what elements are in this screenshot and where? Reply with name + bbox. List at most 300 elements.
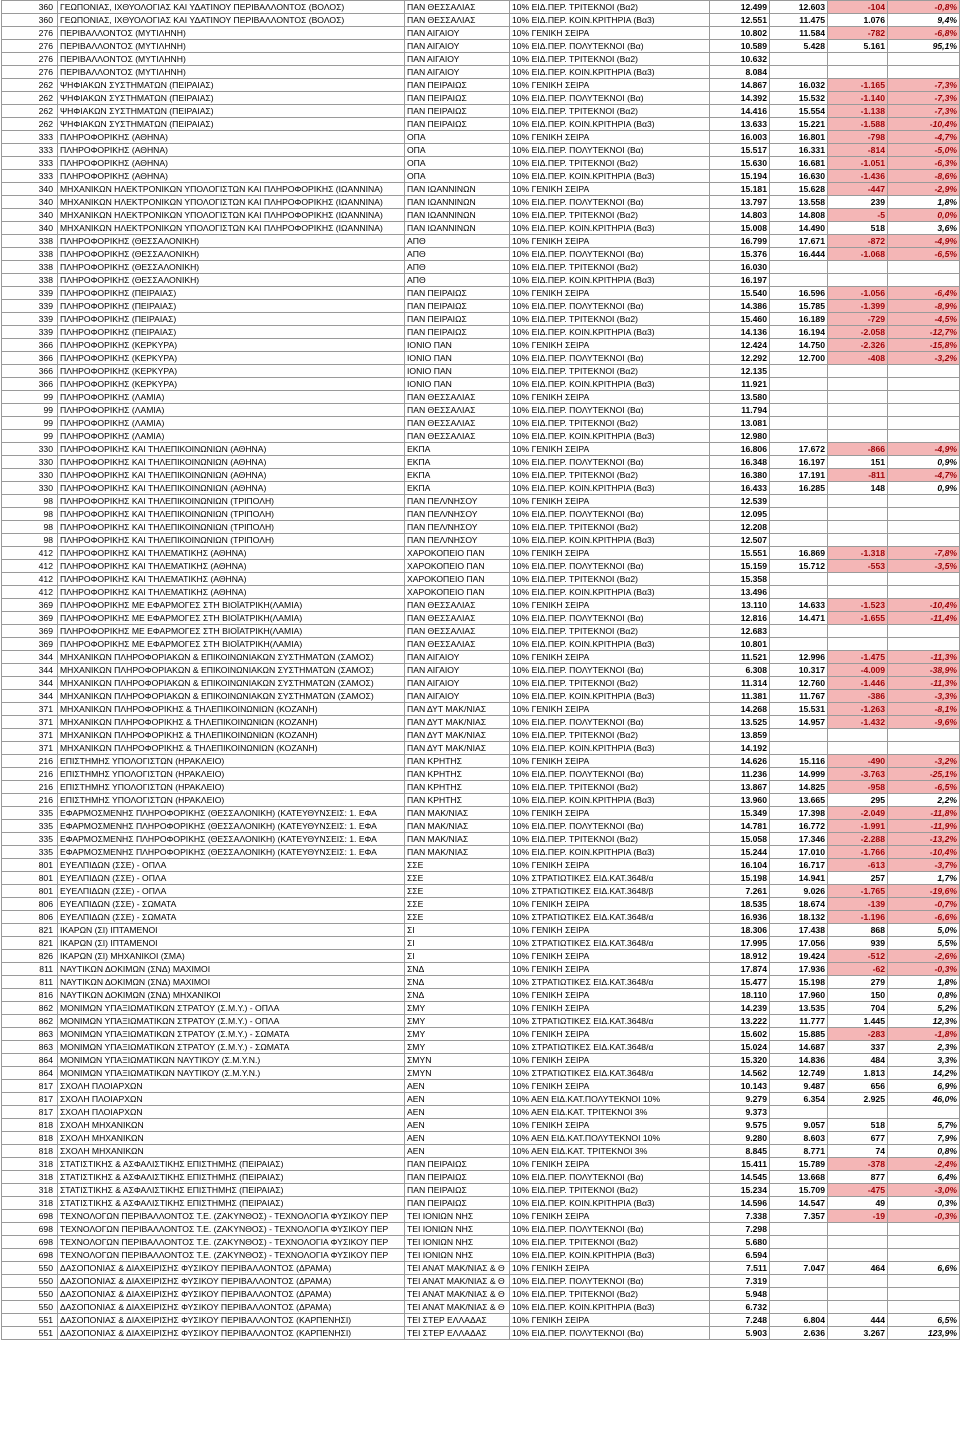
score-previous: 11.767 — [770, 690, 828, 703]
institution: ΤΕΙ ΙΟΝΙΩΝ ΝΗΣ — [405, 1223, 510, 1236]
score-difference: -5 — [828, 209, 888, 222]
score-difference: -613 — [828, 859, 888, 872]
category: 10% ΕΙΔ.ΠΕΡ. ΠΟΛΥΤΕΚΝΟΙ (Βα) — [510, 300, 710, 313]
category: 10% ΕΙΔ.ΠΕΡ. ΠΟΛΥΤΕΚΝΟΙ (Βα) — [510, 352, 710, 365]
score-previous: 16.717 — [770, 859, 828, 872]
score-previous: 14.957 — [770, 716, 828, 729]
institution: ΣΝΔ — [405, 989, 510, 1002]
dept-name: ΕΥΕΛΠΙΔΩΝ (ΣΣΕ) - ΟΠΛΑ — [58, 872, 405, 885]
score-previous — [770, 66, 828, 79]
score-previous: 16.596 — [770, 287, 828, 300]
score-current: 14.545 — [710, 1171, 770, 1184]
score-change-percent: -6,5% — [888, 248, 960, 261]
category: 10% ΕΙΔ.ΠΕΡ. ΠΟΛΥΤΕΚΝΟΙ (Βα) — [510, 404, 710, 417]
table-row — [2, 976, 960, 989]
institution: ΠΑΝ ΑΙΓΑΙΟΥ — [405, 677, 510, 690]
institution: ΠΑΝ ΠΕΙΡΑΙΩΣ — [405, 105, 510, 118]
score-previous: 13.668 — [770, 1171, 828, 1184]
institution: ΠΑΝ ΘΕΣΣΑΛΙΑΣ — [405, 391, 510, 404]
table-row — [2, 248, 960, 261]
category: 10% ΕΙΔ.ΠΕΡ. ΚΟΙΝ.ΚΡΙΤΗΡΙΑ (Βα3) — [510, 118, 710, 131]
dept-name: ΠΕΡΙΒΑΛΛΟΝΤΟΣ (ΜΥΤΙΛΗΝΗ) — [58, 40, 405, 53]
score-current: 7.298 — [710, 1223, 770, 1236]
dept-name: ΜΟΝΙΜΩΝ ΥΠΑΞΙΩΜΑΤΙΚΩΝ ΣΤΡΑΤΟΥ (Σ.Μ.Υ.) - ΟΠΛΑ — [58, 1015, 405, 1028]
institution: ΙΟΝΙΟ ΠΑΝ — [405, 378, 510, 391]
score-previous: 14.547 — [770, 1197, 828, 1210]
score-previous: 15.712 — [770, 560, 828, 573]
score-previous: 7.357 — [770, 1210, 828, 1223]
category: 10% ΕΙΔ.ΠΕΡ. ΤΡΙΤΕΚΝΟΙ (Βα2) — [510, 105, 710, 118]
score-previous — [770, 404, 828, 417]
category: 10% ΕΙΔ.ΠΕΡ. ΤΡΙΤΕΚΝΟΙ (Βα2) — [510, 1236, 710, 1249]
category: 10% ΕΙΔ.ΠΕΡ. ΠΟΛΥΤΕΚΝΟΙ (Βα) — [510, 612, 710, 625]
dept-code: 412 — [2, 573, 58, 586]
table-row — [2, 768, 960, 781]
table-row — [2, 326, 960, 339]
score-current: 9.280 — [710, 1132, 770, 1145]
institution: ΣΣΕ — [405, 898, 510, 911]
score-difference: -872 — [828, 235, 888, 248]
table-row — [2, 1002, 960, 1015]
score-difference: 151 — [828, 456, 888, 469]
dept-code: 366 — [2, 339, 58, 352]
score-change-percent — [888, 1223, 960, 1236]
dept-code: 412 — [2, 586, 58, 599]
dept-code: 366 — [2, 365, 58, 378]
table-row — [2, 92, 960, 105]
category: 10% ΕΙΔ.ΠΕΡ. ΚΟΙΝ.ΚΡΙΤΗΡΙΑ (Βα3) — [510, 170, 710, 183]
category: 10% ΣΤΡΑΤΙΩΤΙΚΕΣ ΕΙΔ.ΚΑΤ.3648/α — [510, 1015, 710, 1028]
category: 10% ΓΕΝΙΚΗ ΣΕΙΡΑ — [510, 339, 710, 352]
score-difference: -1.523 — [828, 599, 888, 612]
dept-name: ΠΛΗΡΟΦΟΡΙΚΗΣ ΚΑΙ ΤΗΛΕΜΑΤΙΚΗΣ (ΑΘΗΝΑ) — [58, 573, 405, 586]
dept-name: ΜΗΧΑΝΙΚΩΝ ΠΛΗΡΟΦΟΡΙΚΗΣ & ΤΗΛΕΠΙΚΟΙΝΩΝΙΩΝ (ΚΟΖΑΝΗ) — [58, 742, 405, 755]
institution: ΑΕΝ — [405, 1093, 510, 1106]
dept-code: 550 — [2, 1275, 58, 1288]
category: 10% ΕΙΔ.ΠΕΡ. ΤΡΙΤΕΚΝΟΙ (Βα2) — [510, 261, 710, 274]
score-difference: 484 — [828, 1054, 888, 1067]
score-previous: 16.032 — [770, 79, 828, 92]
institution: ΠΑΝ ΠΕΙΡΑΙΩΣ — [405, 79, 510, 92]
table-row — [2, 430, 960, 443]
score-change-percent — [888, 625, 960, 638]
category: 10% ΓΕΝΙΚΗ ΣΕΙΡΑ — [510, 1158, 710, 1171]
institution: ΠΑΝ ΘΕΣΣΑΛΙΑΣ — [405, 1, 510, 14]
score-difference: -811 — [828, 469, 888, 482]
score-previous: 12.603 — [770, 1, 828, 14]
score-previous — [770, 378, 828, 391]
score-difference: 148 — [828, 482, 888, 495]
dept-code: 262 — [2, 79, 58, 92]
table-row — [2, 1197, 960, 1210]
dept-name: ΜΟΝΙΜΩΝ ΥΠΑΞΙΩΜΑΤΙΚΩΝ ΝΑΥΤΙΚΟΥ (Σ.Μ.Υ.Ν.) — [58, 1054, 405, 1067]
category: 10% ΓΕΝΙΚΗ ΣΕΙΡΑ — [510, 924, 710, 937]
score-previous: 15.532 — [770, 92, 828, 105]
score-previous: 15.221 — [770, 118, 828, 131]
score-current: 16.936 — [710, 911, 770, 924]
dept-name: ΠΛΗΡΟΦΟΡΙΚΗΣ ΜΕ ΕΦΑΡΜΟΓΕΣ ΣΤΗ ΒΙΟΪΑΤΡΙΚΗ(ΛΑΜΙΑ) — [58, 638, 405, 651]
score-previous: 16.681 — [770, 157, 828, 170]
score-previous: 14.808 — [770, 209, 828, 222]
score-change-percent: 123,9% — [888, 1327, 960, 1340]
score-current: 16.433 — [710, 482, 770, 495]
dept-code: 864 — [2, 1054, 58, 1067]
score-difference: -782 — [828, 27, 888, 40]
score-change-percent — [888, 1236, 960, 1249]
score-change-percent: 1,8% — [888, 976, 960, 989]
dept-name: ΓΕΩΠΟΝΙΑΣ, ΙΧΘΥΟΛΟΓΙΑΣ ΚΑΙ ΥΔΑΤΙΝΟΥ ΠΕΡΙΒΑΛΛΟΝΤΟΣ (ΒΟΛΟΣ) — [58, 1, 405, 14]
dept-code: 412 — [2, 547, 58, 560]
score-current: 10.143 — [710, 1080, 770, 1093]
score-difference: -866 — [828, 443, 888, 456]
institution: ΠΑΝ ΑΙΓΑΙΟΥ — [405, 664, 510, 677]
score-difference: 877 — [828, 1171, 888, 1184]
dept-name: ΠΛΗΡΟΦΟΡΙΚΗΣ (ΠΕΙΡΑΙΑΣ) — [58, 287, 405, 300]
score-difference: -729 — [828, 313, 888, 326]
dept-name: ΣΤΑΤΙΣΤΙΚΗΣ & ΑΣΦΑΛΙΣΤΙΚΗΣ ΕΠΙΣΤΗΜΗΣ (ΠΕΙΡΑΙΑΣ) — [58, 1184, 405, 1197]
category: 10% ΑΕΝ ΕΙΔ.ΚΑΤ.ΠΟΛΥΤΕΚΝΟΙ 10% — [510, 1132, 710, 1145]
score-current: 16.806 — [710, 443, 770, 456]
table-row — [2, 313, 960, 326]
score-difference: -1.432 — [828, 716, 888, 729]
score-current: 17.874 — [710, 963, 770, 976]
score-current: 7.511 — [710, 1262, 770, 1275]
dept-code: 864 — [2, 1067, 58, 1080]
dept-code: 806 — [2, 911, 58, 924]
table-row — [2, 1041, 960, 1054]
score-difference: -2.058 — [828, 326, 888, 339]
score-previous — [770, 53, 828, 66]
dept-code: 698 — [2, 1236, 58, 1249]
category: 10% ΓΕΝΙΚΗ ΣΕΙΡΑ — [510, 651, 710, 664]
dept-code: 338 — [2, 274, 58, 287]
dept-name: ΠΛΗΡΟΦΟΡΙΚΗΣ (ΘΕΣΣΑΛΟΝΙΚΗ) — [58, 248, 405, 261]
score-current: 15.477 — [710, 976, 770, 989]
institution: ΟΠΑ — [405, 131, 510, 144]
category: 10% ΕΙΔ.ΠΕΡ. ΠΟΛΥΤΕΚΝΟΙ (Βα) — [510, 456, 710, 469]
category: 10% ΕΙΔ.ΠΕΡ. ΤΡΙΤΕΚΝΟΙ (Βα2) — [510, 833, 710, 846]
dept-code: 99 — [2, 404, 58, 417]
score-change-percent: -7,3% — [888, 105, 960, 118]
score-change-percent — [888, 53, 960, 66]
score-change-percent — [888, 521, 960, 534]
dept-code: 318 — [2, 1184, 58, 1197]
institution: ΣΙ — [405, 924, 510, 937]
dept-code: 371 — [2, 742, 58, 755]
score-difference — [828, 1249, 888, 1262]
dept-code: 863 — [2, 1041, 58, 1054]
category: 10% ΕΙΔ.ΠΕΡ. ΚΟΙΝ.ΚΡΙΤΗΡΙΑ (Βα3) — [510, 1301, 710, 1314]
dept-name: ΔΑΣΟΠΟΝΙΑΣ & ΔΙΑΧΕΙΡΙΣΗΣ ΦΥΣΙΚΟΥ ΠΕΡΙΒΑΛΛΟΝΤΟΣ (ΔΡΑΜΑ) — [58, 1275, 405, 1288]
institution: ΧΑΡΟΚΟΠΕΙΟ ΠΑΝ — [405, 547, 510, 560]
score-difference — [828, 625, 888, 638]
dept-code: 821 — [2, 924, 58, 937]
table-row — [2, 612, 960, 625]
score-change-percent: -2,6% — [888, 950, 960, 963]
institution: ΠΑΝ ΜΑΚ/ΝΙΑΣ — [405, 807, 510, 820]
category: 10% ΕΙΔ.ΠΕΡ. ΤΡΙΤΕΚΝΟΙ (Βα2) — [510, 469, 710, 482]
score-previous: 16.772 — [770, 820, 828, 833]
category: 10% ΕΙΔ.ΠΕΡ. ΠΟΛΥΤΕΚΝΟΙ (Βα) — [510, 92, 710, 105]
dept-name: ΔΑΣΟΠΟΝΙΑΣ & ΔΙΑΧΕΙΡΙΣΗΣ ΦΥΣΙΚΟΥ ΠΕΡΙΒΑΛΛΟΝΤΟΣ (ΚΑΡΠΕΝΗΣΙ) — [58, 1327, 405, 1340]
score-difference — [828, 365, 888, 378]
score-current: 12.816 — [710, 612, 770, 625]
category: 10% ΕΙΔ.ΠΕΡ. ΚΟΙΝ.ΚΡΙΤΗΡΙΑ (Βα3) — [510, 66, 710, 79]
dept-name: ΠΛΗΡΟΦΟΡΙΚΗΣ (ΑΘΗΝΑ) — [58, 170, 405, 183]
score-current: 13.580 — [710, 391, 770, 404]
institution: ΣΜΥ — [405, 1041, 510, 1054]
score-difference: 2.925 — [828, 1093, 888, 1106]
score-current: 13.110 — [710, 599, 770, 612]
score-current: 14.239 — [710, 1002, 770, 1015]
dept-name: ΕΥΕΛΠΙΔΩΝ (ΣΣΕ) - ΟΠΛΑ — [58, 859, 405, 872]
category: 10% ΕΙΔ.ΠΕΡ. ΠΟΛΥΤΕΚΝΟΙ (Βα) — [510, 1223, 710, 1236]
dept-name: ΜΟΝΙΜΩΝ ΥΠΑΞΙΩΜΑΤΙΚΩΝ ΣΤΡΑΤΟΥ (Σ.Μ.Υ.) - ΣΩΜΑΤΑ — [58, 1028, 405, 1041]
dept-code: 330 — [2, 443, 58, 456]
score-difference: -62 — [828, 963, 888, 976]
category: 10% ΕΙΔ.ΠΕΡ. ΠΟΛΥΤΕΚΝΟΙ (Βα) — [510, 1171, 710, 1184]
dept-code: 550 — [2, 1301, 58, 1314]
dept-name: ΠΛΗΡΟΦΟΡΙΚΗΣ (ΛΑΜΙΑ) — [58, 430, 405, 443]
category: 10% ΕΙΔ.ΠΕΡ. ΤΡΙΤΕΚΝΟΙ (Βα2) — [510, 53, 710, 66]
dept-name: ΜΗΧΑΝΙΚΩΝ ΗΛΕΚΤΡΟΝΙΚΩΝ ΥΠΟΛΟΓΙΣΤΩΝ ΚΑΙ ΠΛΗΡΟΦΟΡΙΚΗΣ (ΙΩΑΝΝΙΝΑ) — [58, 196, 405, 209]
dept-name: ΕΦΑΡΜΟΣΜΕΝΗΣ ΠΛΗΡΟΦΟΡΙΚΗΣ (ΘΕΣΣΑΛΟΝΙΚΗ) (ΚΑΤΕΥΘΥΝΣΕΙΣ: 1. ΕΦΑ — [58, 807, 405, 820]
score-previous: 17.056 — [770, 937, 828, 950]
score-previous: 9.487 — [770, 1080, 828, 1093]
institution: ΣΜΥ — [405, 1002, 510, 1015]
score-previous: 14.750 — [770, 339, 828, 352]
institution: ΠΑΝ ΘΕΣΣΑΛΙΑΣ — [405, 625, 510, 638]
dept-name: ΠΛΗΡΟΦΟΡΙΚΗΣ ΚΑΙ ΤΗΛΕΠΙΚΟΙΝΩΝΙΩΝ (ΤΡΙΠΟΛΗ) — [58, 508, 405, 521]
institution: ΠΑΝ ΔΥΤ ΜΑΚ/ΝΙΑΣ — [405, 716, 510, 729]
institution: ΠΑΝ ΠΕΙΡΑΙΩΣ — [405, 1158, 510, 1171]
institution: ΠΑΝ ΠΕΙΡΑΙΩΣ — [405, 1171, 510, 1184]
dept-code: 276 — [2, 66, 58, 79]
institution: ΑΕΝ — [405, 1119, 510, 1132]
institution: ΙΟΝΙΟ ΠΑΝ — [405, 339, 510, 352]
dept-code: 335 — [2, 807, 58, 820]
dept-code: 811 — [2, 963, 58, 976]
category: 10% ΕΙΔ.ΠΕΡ. ΤΡΙΤΕΚΝΟΙ (Βα2) — [510, 313, 710, 326]
institution: ΤΕΙ ΑΝΑΤ ΜΑΚ/ΝΙΑΣ & Θ — [405, 1288, 510, 1301]
category: 10% ΕΙΔ.ΠΕΡ. ΤΡΙΤΕΚΝΟΙ (Βα2) — [510, 1184, 710, 1197]
institution: ΕΚΠΑ — [405, 456, 510, 469]
score-change-percent: -25,1% — [888, 768, 960, 781]
score-current: 14.136 — [710, 326, 770, 339]
dept-name: ΜΗΧΑΝΙΚΩΝ ΠΛΗΡΟΦΟΡΙΚΗΣ & ΤΗΛΕΠΙΚΟΙΝΩΝΙΩΝ (ΚΟΖΑΝΗ) — [58, 703, 405, 716]
score-change-percent: -0,3% — [888, 963, 960, 976]
score-current: 6.594 — [710, 1249, 770, 1262]
score-change-percent: 6,6% — [888, 1262, 960, 1275]
score-difference — [828, 534, 888, 547]
score-previous: 16.331 — [770, 144, 828, 157]
score-current: 15.517 — [710, 144, 770, 157]
score-current: 15.244 — [710, 846, 770, 859]
institution: ΠΑΝ ΔΥΤ ΜΑΚ/ΝΙΑΣ — [405, 703, 510, 716]
dept-code: 98 — [2, 508, 58, 521]
score-current: 5.948 — [710, 1288, 770, 1301]
category: 10% ΑΕΝ ΕΙΔ.ΚΑΤ.ΠΟΛΥΤΕΚΝΟΙ 10% — [510, 1093, 710, 1106]
dept-code: 216 — [2, 794, 58, 807]
dept-code: 333 — [2, 131, 58, 144]
table-row — [2, 105, 960, 118]
dept-code: 811 — [2, 976, 58, 989]
score-change-percent: -11,9% — [888, 820, 960, 833]
score-change-percent: -7,8% — [888, 547, 960, 560]
score-current: 15.181 — [710, 183, 770, 196]
category: 10% ΕΙΔ.ΠΕΡ. ΤΡΙΤΕΚΝΟΙ (Βα2) — [510, 729, 710, 742]
score-current: 11.921 — [710, 378, 770, 391]
table-row — [2, 300, 960, 313]
category: 10% ΕΙΔ.ΠΕΡ. ΚΟΙΝ.ΚΡΙΤΗΡΙΑ (Βα3) — [510, 690, 710, 703]
score-current: 15.008 — [710, 222, 770, 235]
score-difference: 1.445 — [828, 1015, 888, 1028]
institution: ΣΣΕ — [405, 911, 510, 924]
score-current: 15.234 — [710, 1184, 770, 1197]
score-difference — [828, 742, 888, 755]
score-change-percent: -8,9% — [888, 300, 960, 313]
score-previous: 13.558 — [770, 196, 828, 209]
table-row — [2, 170, 960, 183]
institution: ΠΑΝ ΜΑΚ/ΝΙΑΣ — [405, 833, 510, 846]
dept-name: ΜΟΝΙΜΩΝ ΥΠΑΞΙΩΜΑΤΙΚΩΝ ΣΤΡΑΤΟΥ (Σ.Μ.Υ.) - ΟΠΛΑ — [58, 1002, 405, 1015]
score-change-percent — [888, 430, 960, 443]
score-change-percent — [888, 534, 960, 547]
score-current: 14.386 — [710, 300, 770, 313]
table-row — [2, 716, 960, 729]
institution: ΣΙ — [405, 937, 510, 950]
institution: ΑΠΘ — [405, 274, 510, 287]
institution: ΣΜΥ — [405, 1015, 510, 1028]
score-current: 15.460 — [710, 313, 770, 326]
score-change-percent: 14,2% — [888, 1067, 960, 1080]
score-previous: 16.285 — [770, 482, 828, 495]
dept-name: ΔΑΣΟΠΟΝΙΑΣ & ΔΙΑΧΕΙΡΙΣΗΣ ΦΥΣΙΚΟΥ ΠΕΡΙΒΑΛΛΟΝΤΟΣ (ΚΑΡΠΕΝΗΣΙ) — [58, 1314, 405, 1327]
table-row — [2, 950, 960, 963]
dept-code: 412 — [2, 560, 58, 573]
score-previous: 6.354 — [770, 1093, 828, 1106]
score-change-percent: 95,1% — [888, 40, 960, 53]
dept-name: ΜΗΧΑΝΙΚΩΝ ΗΛΕΚΤΡΟΝΙΚΩΝ ΥΠΟΛΟΓΙΣΤΩΝ ΚΑΙ ΠΛΗΡΟΦΟΡΙΚΗΣ (ΙΩΑΝΝΙΝΑ) — [58, 209, 405, 222]
dept-name: ΕΥΕΛΠΙΔΩΝ (ΣΣΕ) - ΣΩΜΑΤΑ — [58, 911, 405, 924]
dept-code: 801 — [2, 885, 58, 898]
score-previous — [770, 534, 828, 547]
score-previous: 14.999 — [770, 768, 828, 781]
score-change-percent — [888, 378, 960, 391]
score-current: 12.135 — [710, 365, 770, 378]
score-current: 15.358 — [710, 573, 770, 586]
category: 10% ΣΤΡΑΤΙΩΤΙΚΕΣ ΕΙΔ.ΚΑΤ.3648/β — [510, 885, 710, 898]
score-current: 12.208 — [710, 521, 770, 534]
category: 10% ΕΙΔ.ΠΕΡ. ΤΡΙΤΕΚΝΟΙ (Βα2) — [510, 521, 710, 534]
score-difference: -1.446 — [828, 677, 888, 690]
score-change-percent: 1,7% — [888, 872, 960, 885]
category: 10% ΕΙΔ.ΠΕΡ. ΠΟΛΥΤΕΚΝΟΙ (Βα) — [510, 196, 710, 209]
score-change-percent: -6,6% — [888, 911, 960, 924]
score-change-percent: 0,9% — [888, 456, 960, 469]
table-row — [2, 196, 960, 209]
category: 10% ΣΤΡΑΤΙΩΤΙΚΕΣ ΕΙΔ.ΚΑΤ.3648/α — [510, 911, 710, 924]
dept-code: 216 — [2, 768, 58, 781]
dept-code: 818 — [2, 1145, 58, 1158]
category: 10% ΕΙΔ.ΠΕΡ. ΚΟΙΝ.ΚΡΙΤΗΡΙΑ (Βα3) — [510, 534, 710, 547]
score-current: 10.802 — [710, 27, 770, 40]
score-current: 15.602 — [710, 1028, 770, 1041]
institution: ΑΠΘ — [405, 248, 510, 261]
dept-code: 335 — [2, 833, 58, 846]
score-difference: -1.399 — [828, 300, 888, 313]
dept-name: ΕΠΙΣΤΗΜΗΣ ΥΠΟΛΟΓΙΣΤΩΝ (ΗΡΑΚΛΕΙΟ) — [58, 781, 405, 794]
dept-code: 335 — [2, 820, 58, 833]
category: 10% ΕΙΔ.ΠΕΡ. ΤΡΙΤΕΚΝΟΙ (Βα2) — [510, 1288, 710, 1301]
score-difference: 49 — [828, 1197, 888, 1210]
score-difference: -378 — [828, 1158, 888, 1171]
score-current: 12.539 — [710, 495, 770, 508]
dept-name: ΤΕΧΝΟΛΟΓΩΝ ΠΕΡΙΒΑΛΛΟΝΤΟΣ Τ.Ε. (ΖΑΚΥΝΘΟΣ) - ΤΕΧΝΟΛΟΓΙΑ ΦΥΣΙΚΟΥ ΠΕΡ — [58, 1249, 405, 1262]
institution: ΟΠΑ — [405, 157, 510, 170]
score-previous: 10.317 — [770, 664, 828, 677]
institution: ΕΚΠΑ — [405, 443, 510, 456]
score-change-percent: 5,5% — [888, 937, 960, 950]
dept-name: ΨΗΦΙΑΚΩΝ ΣΥΣΤΗΜΑΤΩΝ (ΠΕΙΡΑΙΑΣ) — [58, 105, 405, 118]
score-current: 7.319 — [710, 1275, 770, 1288]
score-previous: 14.633 — [770, 599, 828, 612]
dept-name: ΔΑΣΟΠΟΝΙΑΣ & ΔΙΑΧΕΙΡΙΣΗΣ ΦΥΣΙΚΟΥ ΠΕΡΙΒΑΛΛΟΝΤΟΣ (ΔΡΑΜΑ) — [58, 1301, 405, 1314]
score-difference: -553 — [828, 560, 888, 573]
category: 10% ΓΕΝΙΚΗ ΣΕΙΡΑ — [510, 183, 710, 196]
score-previous — [770, 573, 828, 586]
category: 10% ΕΙΔ.ΠΕΡ. ΚΟΙΝ.ΚΡΙΤΗΡΙΑ (Βα3) — [510, 1249, 710, 1262]
score-current: 15.630 — [710, 157, 770, 170]
score-current: 12.424 — [710, 339, 770, 352]
score-change-percent — [888, 742, 960, 755]
institution: ΣΜΥΝ — [405, 1067, 510, 1080]
table-row — [2, 898, 960, 911]
score-change-percent: 9,4% — [888, 14, 960, 27]
score-change-percent: 0,3% — [888, 1197, 960, 1210]
score-previous: 6.804 — [770, 1314, 828, 1327]
dept-name: ΠΛΗΡΟΦΟΡΙΚΗΣ ΚΑΙ ΤΗΛΕΠΙΚΟΙΝΩΝΙΩΝ (ΤΡΙΠΟΛΗ) — [58, 495, 405, 508]
score-previous: 16.197 — [770, 456, 828, 469]
score-change-percent — [888, 729, 960, 742]
score-current: 16.380 — [710, 469, 770, 482]
score-previous: 15.709 — [770, 1184, 828, 1197]
table-row — [2, 677, 960, 690]
category: 10% ΕΙΔ.ΠΕΡ. ΤΡΙΤΕΚΝΟΙ (Βα2) — [510, 417, 710, 430]
category: 10% ΕΙΔ.ΠΕΡ. ΚΟΙΝ.ΚΡΙΤΗΡΙΑ (Βα3) — [510, 794, 710, 807]
score-current: 12.980 — [710, 430, 770, 443]
category: 10% ΕΙΔ.ΠΕΡ. ΚΟΙΝ.ΚΡΙΤΗΡΙΑ (Βα3) — [510, 430, 710, 443]
score-current: 16.030 — [710, 261, 770, 274]
dept-code: 99 — [2, 430, 58, 443]
score-current: 14.867 — [710, 79, 770, 92]
score-current: 15.551 — [710, 547, 770, 560]
score-previous: 17.936 — [770, 963, 828, 976]
score-difference: 518 — [828, 222, 888, 235]
category: 10% ΕΙΔ.ΠΕΡ. ΚΟΙΝ.ΚΡΙΤΗΡΙΑ (Βα3) — [510, 638, 710, 651]
dept-name: ΠΕΡΙΒΑΛΛΟΝΤΟΣ (ΜΥΤΙΛΗΝΗ) — [58, 53, 405, 66]
score-current: 10.801 — [710, 638, 770, 651]
institution: ΠΑΝ ΙΩΑΝΝΙΝΩΝ — [405, 209, 510, 222]
score-change-percent: 3,3% — [888, 1054, 960, 1067]
dept-name: ΙΚΑΡΩΝ (ΣΙ) ΜΗΧΑΝΙΚΟΙ (ΣΜΑ) — [58, 950, 405, 963]
category: 10% ΣΤΡΑΤΙΩΤΙΚΕΣ ΕΙΔ.ΚΑΤ.3648/α — [510, 1067, 710, 1080]
dept-name: ΠΛΗΡΟΦΟΡΙΚΗΣ (ΘΕΣΣΑΛΟΝΙΚΗ) — [58, 261, 405, 274]
category: 10% ΓΕΝΙΚΗ ΣΕΙΡΑ — [510, 963, 710, 976]
category: 10% ΓΕΝΙΚΗ ΣΕΙΡΑ — [510, 495, 710, 508]
score-current: 12.095 — [710, 508, 770, 521]
institution: ΣΝΔ — [405, 963, 510, 976]
